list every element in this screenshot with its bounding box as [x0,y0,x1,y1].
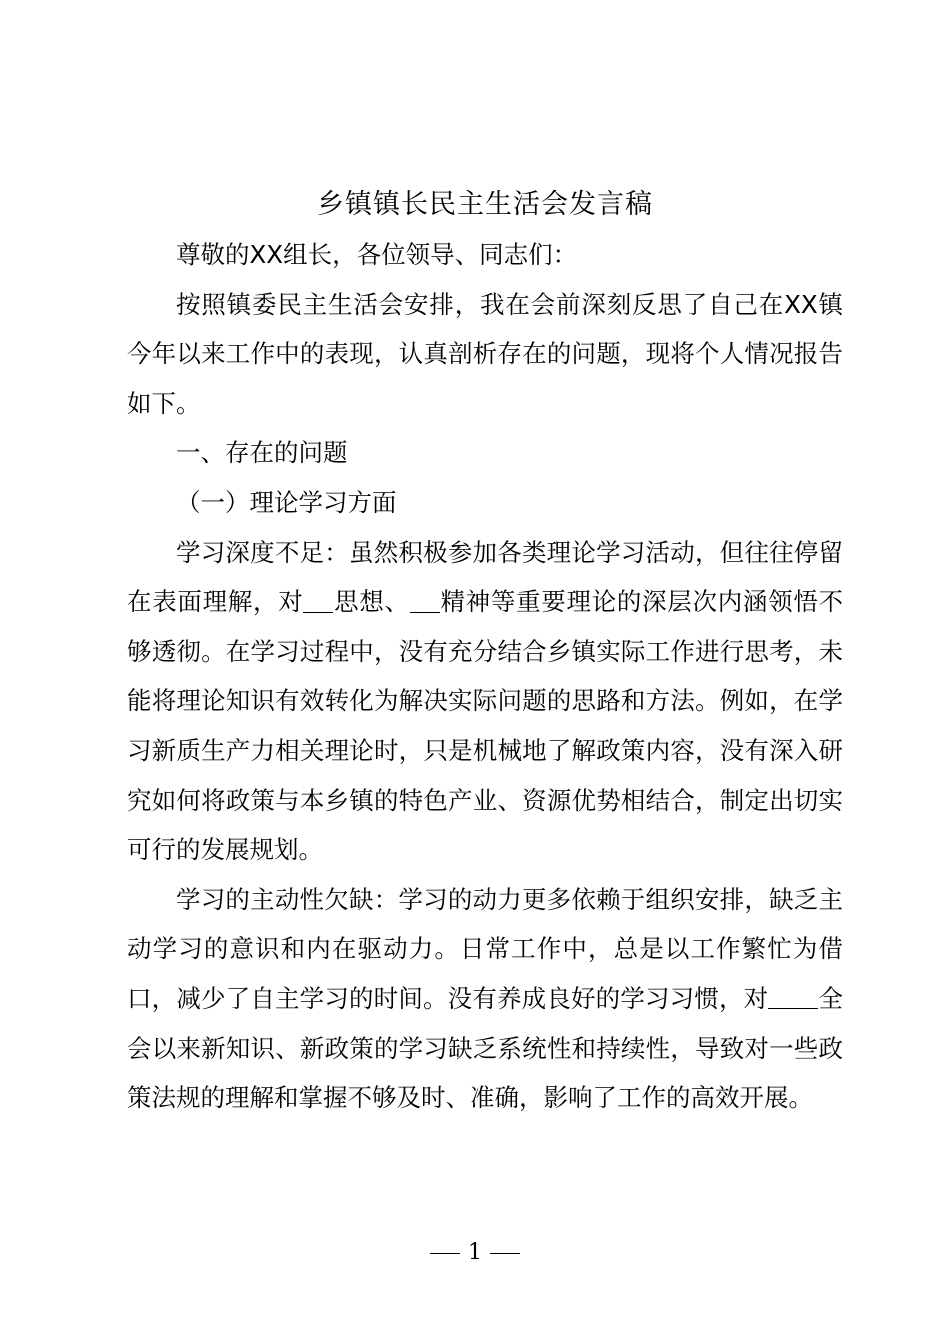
document-title: 乡镇镇长民主生活会发言稿 [317,189,653,220]
document-body [127,180,843,1123]
paragraph-study-depth [127,528,843,875]
fill-in-blank [768,984,818,1010]
subsection-heading-theory-study: （一）理论学习方面 [176,487,397,517]
section-heading-problems: 一、存在的问题 [176,438,348,468]
paragraph-study-initiative-text-a: 学习的主动性欠缺：学习的动力更多依赖于组织安排，缺乏主动学习的意识和内在驱动力。日常工作中，总是以工作繁忙为借口，减少了自主学习的时间。没有养成良好的学习习惯，对 [127,884,843,1013]
footer-dash-left [430,1253,460,1254]
intro-paragraph: 按照镇委民主生活会安排，我在会前深刻反思了自己在XX镇今年以来工作中的表现，认真剖析存在的问题，现将个人情况报告如下。 [127,289,843,418]
page-footer [0,1238,950,1268]
paragraph-study-depth-text-a: 学习深度不足：虽然积极参加各类理论学习活动，但往往停留在表面理解，对 [127,537,843,617]
footer-dash-right [490,1253,520,1254]
paragraph-study-initiative [127,875,843,1123]
page-number: 1 [468,1240,482,1265]
fill-in-blank [303,587,333,613]
salutation: 尊敬的XX组长，各位领导、同志们： [176,240,578,269]
paragraph-study-depth-text-c: 精神等重要理论的深层次内涵领悟不够透彻。在学习过程中，没有充分结合乡镇实际工作进行思考，未能将理论知识有效转化为解决实际问题的思路和方法。例如，在学习新质生产力相关理论时，只是机械地了解政策内容，没有深入研究如何将政策与本乡镇的特色产业、资源优势相结合，制定出切实可行的发展规划。 [127,587,844,865]
fill-in-blank [410,587,440,613]
paragraph-study-depth-text-b: 思想、 [333,587,410,617]
paragraph-study-initiative-text-b: 全会以来新知识、新政策的学习缺乏系统性和持续性，导致对一些政策法规的理解和掌握不够及时、准确，影响了工作的高效开展。 [127,983,844,1113]
